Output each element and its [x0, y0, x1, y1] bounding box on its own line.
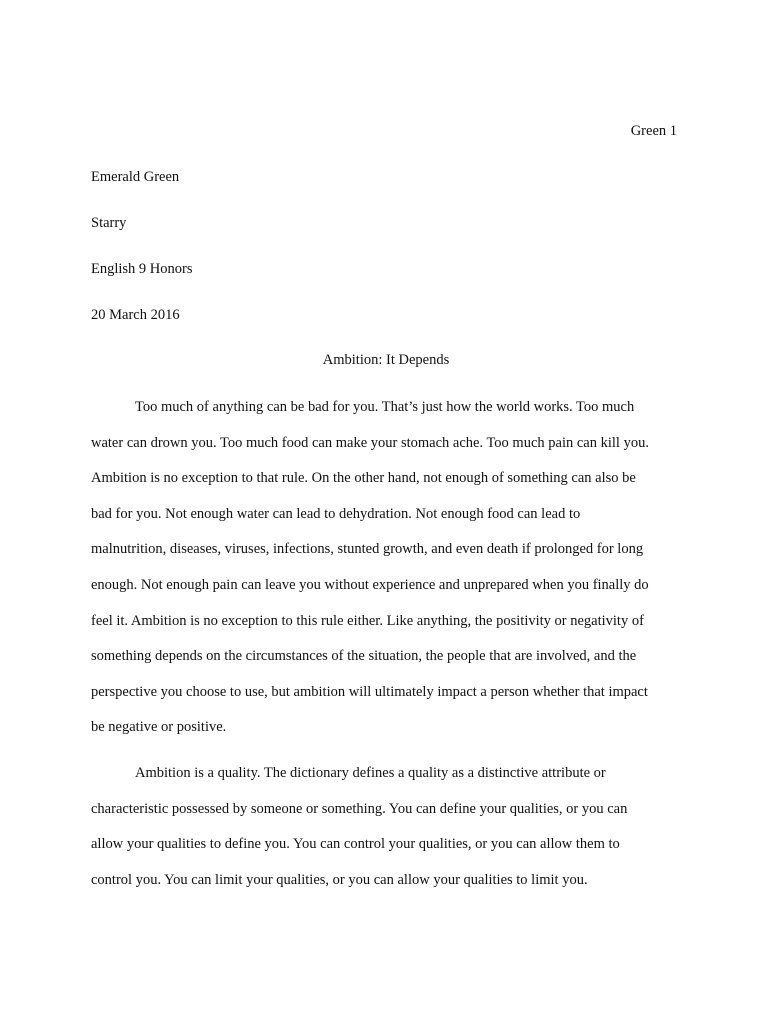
text-line: something depends on the circumstances of the situation, the people that are involved, and the	[91, 648, 637, 665]
text-line: malnutrition, diseases, viruses, infections, stunted growth, and even death if prolonged for long	[91, 541, 644, 558]
essay-title: Ambition: It Depends	[322, 352, 450, 368]
text-line: allow your qualities to define you. You can control your qualities, or you can allow them to	[91, 836, 620, 853]
text-line: Ambition is no exception to that rule. On the other hand, not enough of something can also be	[91, 470, 636, 487]
text-line: be negative or positive.	[91, 719, 227, 736]
text-line: water can drown you. Too much food can make your stomach ache. Too much pain can kill you.	[91, 434, 649, 451]
text-line: control you. You can limit your qualities, or you can allow your qualities to limit you.	[91, 871, 588, 888]
text-line: feel it. Ambition is no exception to this rule either. Like anything, the positivity or negativity of	[91, 612, 644, 629]
essay-date: 20 March 2016	[91, 307, 180, 323]
text-line: Too much of anything can be bad for you. That’s just how the world works. Too much	[135, 399, 635, 415]
essay-body	[91, 399, 681, 907]
text-line: bad for you. Not enough water can lead to dehydration. Not enough food can lead to	[91, 505, 581, 522]
mla-heading	[91, 169, 681, 353]
text-line: Ambition is a quality. The dictionary defines a quality as a distinctive attribute or	[135, 764, 606, 781]
student-name: Emerald Green	[91, 169, 180, 185]
course-name: English 9 Honors	[91, 261, 193, 277]
paragraph	[91, 765, 681, 907]
text-line: perspective you choose to use, but ambition will ultimately impact a person whether that impact	[91, 683, 648, 700]
teacher-name: Starry	[91, 215, 127, 231]
paragraph	[91, 399, 681, 755]
text-line: enough. Not enough pain can leave you without experience and unprepared when you finally do	[91, 576, 649, 593]
text-line: characteristic possessed by someone or something. You can define your qualities, or you can	[91, 800, 628, 817]
running-head: Green 1	[630, 123, 677, 139]
